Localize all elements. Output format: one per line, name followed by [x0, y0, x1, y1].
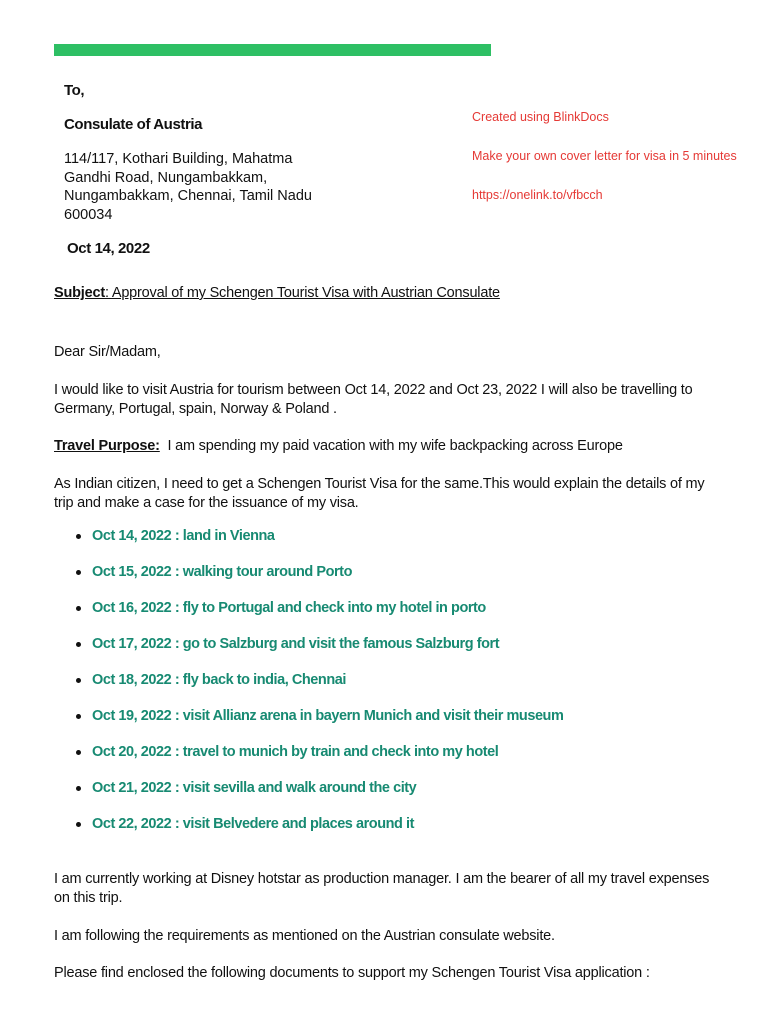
work-paragraph: I am currently working at Disney hotstar as production manager. I am the bearer of all my travel expenses on this trip.	[54, 871, 710, 906]
consulate-address: 114/117, Kothari Building, Mahatma Gandhi Road, Nungambakkam, Nungambakkam, Chennai, Tamil Nadu 600034	[64, 151, 312, 223]
list-item: Oct 20, 2022 : travel to munich by train and check into my hotel	[54, 743, 714, 779]
list-item: Oct 21, 2022 : visit sevilla and walk around the city	[54, 779, 714, 815]
travel-purpose	[54, 437, 719, 456]
list-item: Oct 17, 2022 : go to Salzburg and visit the famous Salzburg fort	[54, 635, 714, 671]
letter-date: Oct 14, 2022	[67, 240, 150, 257]
citizen-paragraph: As Indian citizen, I need to get a Schengen Tourist Visa for the same.This would explain the details of my trip and make a case for the issuance of my visa.	[54, 476, 705, 511]
list-item: Oct 19, 2022 : visit Allianz arena in bayern Munich and visit their museum	[54, 707, 714, 743]
list-item: Oct 16, 2022 : fly to Portugal and check into my hotel in porto	[54, 599, 714, 635]
itinerary-list	[54, 527, 714, 851]
travel-purpose-label: Travel Purpose:	[54, 438, 160, 454]
intro-paragraph: I would like to visit Austria for tourism between Oct 14, 2022 and Oct 23, 2022 I will also be travelling to Germany, Portugal, spain, Norway & Poland .	[54, 382, 693, 417]
greeting: Dear Sir/Madam,	[54, 344, 161, 360]
list-item: Oct 14, 2022 : land in Vienna	[54, 527, 714, 563]
promo-tagline: Make your own cover letter for visa in 5 minutes	[472, 149, 737, 163]
header-accent-bar	[54, 44, 491, 56]
subject-label: Subject	[54, 285, 105, 301]
requirements-paragraph: I am following the requirements as mentioned on the Austrian consulate website.	[54, 928, 555, 944]
subject-line	[54, 285, 500, 301]
travel-purpose-text: I am spending my paid vacation with my wife backpacking across Europe	[159, 438, 623, 454]
promo-link[interactable]: https://onelink.to/vfbcch	[472, 188, 603, 202]
list-item: Oct 22, 2022 : visit Belvedere and places around it	[54, 815, 714, 851]
enclosed-paragraph: Please find enclosed the following documents to support my Schengen Tourist Visa application :	[54, 965, 650, 981]
list-item: Oct 18, 2022 : fly back to india, Chennai	[54, 671, 714, 707]
promo-created-using: Created using BlinkDocs	[472, 110, 609, 124]
subject-text: : Approval of my Schengen Tourist Visa with Austrian Consulate	[104, 285, 500, 301]
consulate-name: Consulate of Austria	[64, 116, 203, 133]
to-line: To,	[64, 82, 85, 99]
list-item: Oct 15, 2022 : walking tour around Porto	[54, 563, 714, 599]
